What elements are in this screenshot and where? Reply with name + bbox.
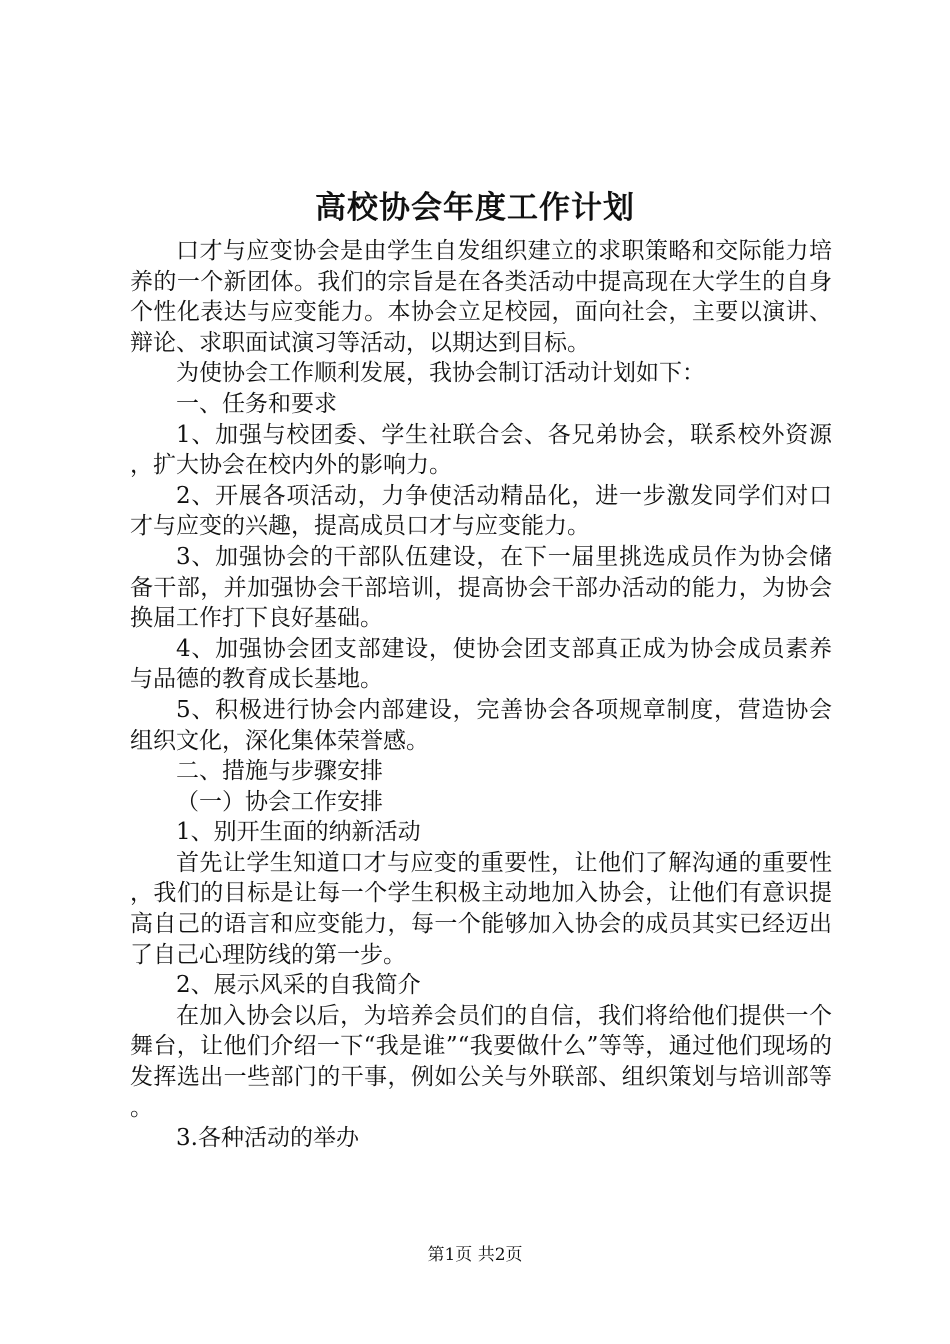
task-item-5: 5、积极进行协会内部建设，完善协会各项规章制度，营造协会组织文化，深化集体荣誉感。 xyxy=(130,696,832,754)
step-body-2: 在加入协会以后，为培养会员们的自信，我们将给他们提供一个舞台，让他们介绍一下“我是谁”“我要做什么”等等，通过他们现场的发挥选出一些部门的干事，例如公关与外联部、组织策划与培训部等。 xyxy=(130,1002,832,1121)
paragraph-intro: 口才与应变协会是由学生自发组织建立的求职策略和交际能力培养的一个新团体。我们的宗旨是在各类活动中提高现在大学生的自身个性化表达与应变能力。本协会立足校园，面向社会，主要以演讲、辩论、求职面试演习等活动，以期达到目标。 xyxy=(130,238,832,356)
heading-measures: 二、措施与步骤安排 xyxy=(176,758,383,785)
document-body xyxy=(130,236,832,1154)
step-heading-2: 2、展示风采的自我简介 xyxy=(176,972,421,999)
task-item-1: 1、加强与校团委、学生社联合会、各兄弟协会，联系校外资源，扩大协会在校内外的影响力。 xyxy=(130,421,832,479)
step-body-1: 首先让学生知道口才与应变的重要性，让他们了解沟通的重要性，我们的目标是让每一个学生积极主动地加入协会，让他们有意识提高自己的语言和应变能力，每一个能够加入协会的成员其实已经迈出了自己心理防线的第一步。 xyxy=(130,849,832,968)
task-item-3: 3、加强协会的干部队伍建设，在下一届里挑选成员作为协会储备干部，并加强协会干部培训，提高协会干部办活动的能力，为协会换届工作打下良好基础。 xyxy=(130,543,832,632)
page-footer: 第1页 共2页 xyxy=(427,1245,523,1265)
task-item-2: 2、开展各项活动，力争使活动精品化，进一步激发同学们对口才与应变的兴趣，提高成员口才与应变能力。 xyxy=(130,482,832,540)
subheading-work-arrangement: （一）协会工作安排 xyxy=(176,788,383,815)
heading-tasks: 一、任务和要求 xyxy=(176,390,337,417)
step-heading-1: 1、别开生面的纳新活动 xyxy=(176,819,421,846)
document-title: 高校协会年度工作计划 xyxy=(315,190,635,226)
paragraph-plan-lead: 为使协会工作顺利发展，我协会制订活动计划如下： xyxy=(176,360,705,387)
step-heading-3: 3.各种活动的举办 xyxy=(176,1125,359,1152)
task-item-4: 4、加强协会团支部建设，使协会团支部真正成为协会成员素养与品德的教育成长基地。 xyxy=(130,635,832,693)
